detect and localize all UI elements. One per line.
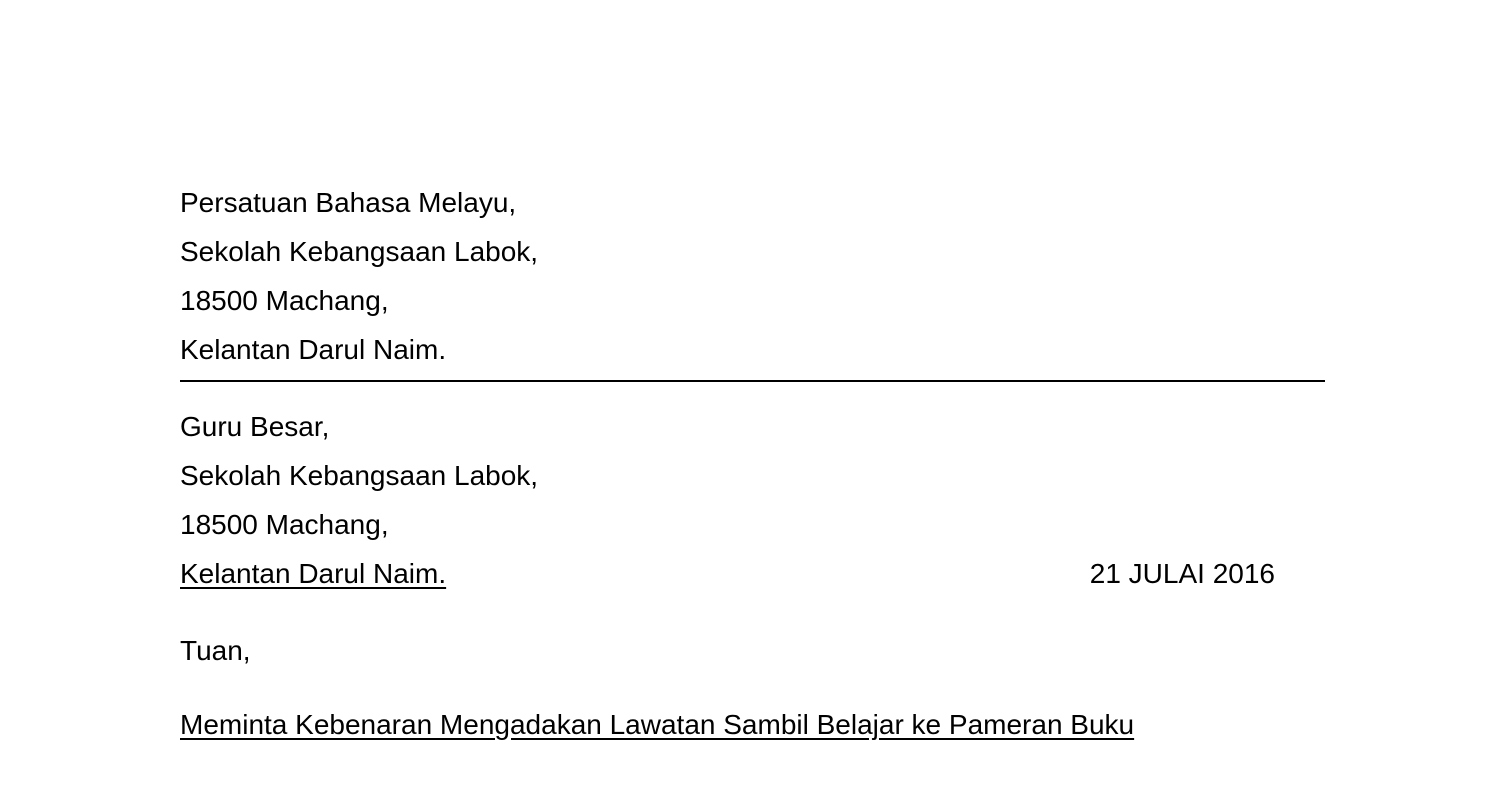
sender-address-line: Kelantan Darul Naim. (180, 334, 447, 365)
recipient-last-line-and-date-row (180, 549, 1290, 598)
sender-address-line: Sekolah Kebangsaan Labok, (180, 236, 539, 267)
sender-address-block (180, 178, 1325, 374)
recipient-address-line: Guru Besar, (180, 411, 330, 442)
letter-body (180, 178, 1325, 749)
recipient-address-line: Sekolah Kebangsaan Labok, (180, 460, 539, 491)
recipient-address-line: 18500 Machang, (180, 509, 389, 540)
recipient-address-line-underlined: Kelantan Darul Naim. (180, 558, 447, 589)
letter-subject: Meminta Kebenaran Mengadakan Lawatan Sambil Belajar ke Pameran Buku (180, 709, 1135, 740)
recipient-address-block (180, 402, 1325, 598)
letter-date: 21 JULAI 2016 (1089, 558, 1275, 589)
sender-address-line: 18500 Machang, (180, 285, 389, 316)
sender-address-line: Persatuan Bahasa Melayu, (180, 187, 517, 218)
salutation: Tuan, (180, 635, 251, 666)
horizontal-rule (180, 380, 1325, 382)
